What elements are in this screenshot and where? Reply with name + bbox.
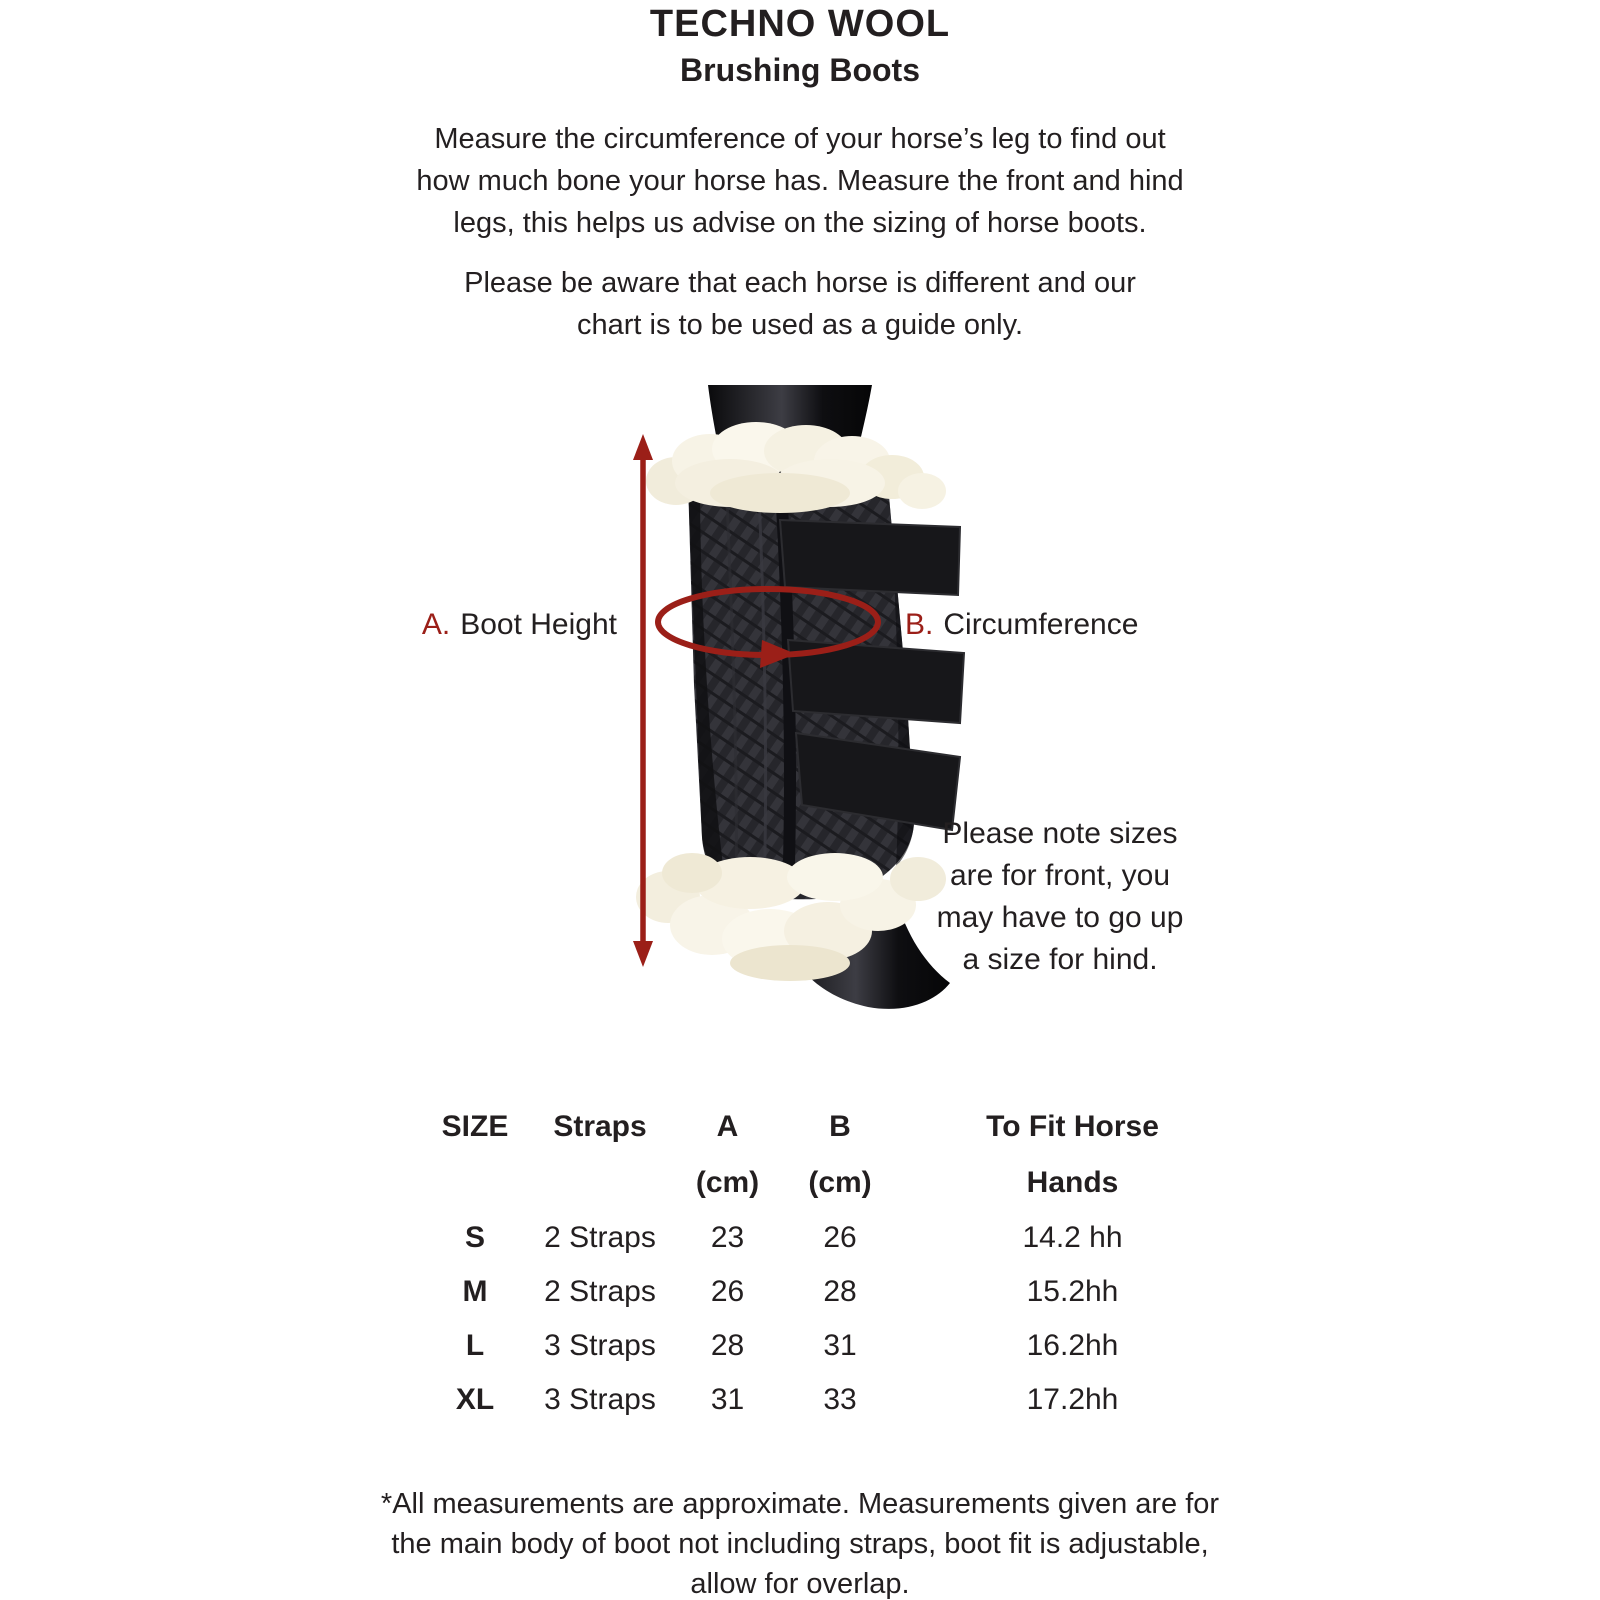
cell-hands: 14.2 hh (1022, 1221, 1123, 1254)
cell-size: S (464, 1221, 485, 1254)
col-subheader-size (430, 1155, 520, 1211)
col-subheader-b-cm: (cm) (808, 1166, 872, 1199)
cell-b-cm: 26 (823, 1221, 857, 1254)
label-a-text: Boot Height (460, 608, 617, 641)
col-subheader-hands: Hands (1026, 1166, 1119, 1199)
text-line: legs, this helps us advise on the sizing of horse boots. (453, 207, 1147, 239)
size-table (430, 1099, 1240, 1427)
cell-size: M (462, 1275, 488, 1308)
cell-straps: 3 Straps (544, 1329, 656, 1362)
page-subtitle: Brushing Boots (680, 52, 920, 88)
table-row-xl (430, 1373, 1240, 1427)
col-subheader-a-cm: (cm) (695, 1166, 760, 1199)
circumference-arrow-icon (650, 577, 890, 673)
table-header-subrow (430, 1155, 1240, 1211)
label-b-text: Circumference (943, 608, 1139, 641)
table-row-m (430, 1265, 1240, 1319)
boot-height-arrow-icon (623, 433, 663, 968)
text-line: chart is to be used as a guide only. (576, 309, 1024, 341)
cell-a-cm: 26 (710, 1275, 745, 1308)
cell-straps: 2 Straps (544, 1275, 656, 1308)
cell-a-cm: 28 (710, 1329, 745, 1362)
label-b-letter: B. (905, 608, 934, 641)
cell-straps: 2 Straps (544, 1221, 656, 1254)
table-row-s (430, 1211, 1240, 1265)
footnote (0, 1484, 1600, 1600)
table-row-l (430, 1319, 1240, 1373)
measurement-diagram (0, 385, 1600, 1020)
cell-straps: 3 Straps (544, 1383, 656, 1416)
text-line: Please be aware that each horse is different and our (464, 267, 1136, 299)
cell-size: XL (455, 1383, 495, 1416)
text-line: Measure the circumference of your horse’s leg to find out (434, 123, 1166, 155)
col-header-a: A (716, 1110, 739, 1143)
label-circumference (905, 607, 1138, 643)
text-line: the main body of boot not including straps, boot fit is adjustable, (391, 1528, 1209, 1560)
fleece-top (646, 422, 946, 513)
cell-b-cm: 31 (823, 1329, 857, 1362)
label-boot-height (0, 607, 617, 643)
cell-hands: 17.2hh (1026, 1383, 1119, 1416)
text-line: a size for hind. (962, 943, 1158, 976)
intro-paragraph-2 (0, 262, 1600, 346)
front-size-note (900, 813, 1220, 981)
cell-b-cm: 33 (823, 1383, 857, 1416)
text-line: are for front, you (949, 859, 1171, 892)
page-title: TECHNO WOOL (649, 3, 951, 45)
text-line: *All measurements are approximate. Measurements given are for (380, 1488, 1220, 1520)
col-header-b: B (829, 1110, 851, 1143)
label-a-letter: A. (421, 608, 451, 641)
col-subheader-straps (520, 1155, 680, 1211)
text-line: Please note sizes (942, 817, 1178, 850)
cell-size: L (465, 1329, 485, 1362)
text-line: allow for overlap. (690, 1568, 910, 1600)
col-header-fit: To Fit Horse (986, 1110, 1159, 1143)
text-line: may have to go up (936, 901, 1184, 934)
cell-b-cm: 28 (823, 1275, 857, 1308)
col-header-straps: Straps (553, 1110, 647, 1143)
table-header-row (430, 1099, 1240, 1155)
cell-a-cm: 31 (710, 1383, 745, 1416)
intro-paragraph-1 (0, 118, 1600, 244)
cell-hands: 15.2hh (1026, 1275, 1119, 1308)
text-line: how much bone your horse has. Measure the front and hind (416, 165, 1184, 197)
cell-a-cm: 23 (710, 1221, 745, 1254)
col-header-size: SIZE (441, 1110, 509, 1143)
cell-hands: 16.2hh (1026, 1329, 1119, 1362)
